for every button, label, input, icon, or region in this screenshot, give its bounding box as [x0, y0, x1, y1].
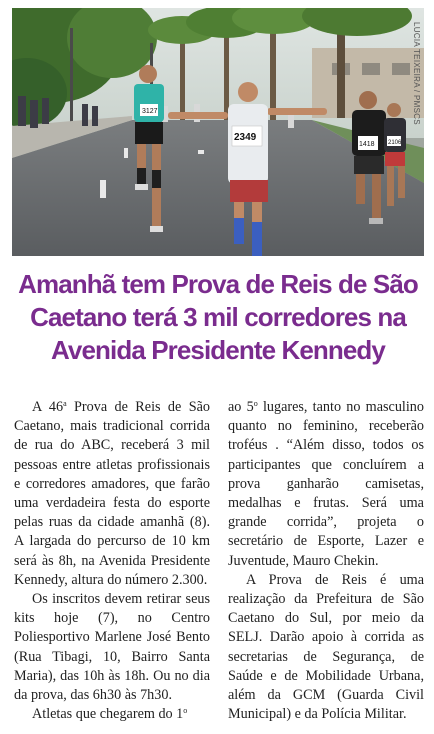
svg-text:3127: 3127 — [142, 108, 158, 115]
photo-credit: LUCIA TEIXEIRA / PMSCS — [412, 22, 421, 125]
paragraph: Os inscritos devem retirar seus kits hoje (7), no Centro Poliesportivo Marlene José Bento (Rua Tibagi, 10, Bairro Santa Maria), das 10h às 18h. Ou no dia da prova, das 6h30 às 7h30. — [14, 591, 210, 704]
paragraph: A Prova de Reis é uma realização da Prefeitura de São Caetano do Sul, por meio da SELJ. Darão apoio à corrida as secretarias de Segurança, de Saúde e de Mobilidade Urbana, além da GCM (Guarda Civil Municipal) e da Polícia Militar. — [228, 571, 424, 723]
race-photo — [12, 8, 424, 256]
article-body — [14, 398, 424, 728]
column-left — [14, 398, 210, 728]
paragraph: ao 5$^o$ lugares, tanto no masculino quanto no feminino, receberão troféus . “Além disso, todos os participantes que concluírem a prova ganharão camisetas, medalhas e frutas. Será uma grande corrida”, projeta o secretário de Esporte, Lazer e Juventude, Mauro Chekin. — [228, 399, 424, 569]
runners-scene — [12, 8, 424, 256]
svg-text:2106: 2106 — [388, 140, 402, 146]
paragraph: A 46$^a$ Prova de Reis de São Caetano, mais tradicional corrida de rua do ABC, receberá 3 mil pessoas entre atletas profissionais e corredores amadores, que farão uma verdadeira festa do esporte pelas ruas da cidade amanhã (8). A largada do percurso de 10 km será às 8h, na Avenida Presidente Kennedy, altura do número 2.300. — [14, 399, 211, 588]
svg-text:1418: 1418 — [359, 141, 375, 148]
paragraph: Atletas que chegarem do 1$^o$ — [32, 706, 188, 723]
column-right — [228, 398, 424, 728]
svg-text:2349: 2349 — [234, 132, 257, 143]
article-headline: Amanhã tem Prova de Reis de São Caetano terá 3 mil corredores na Avenida Presidente Kennedy — [18, 269, 418, 365]
